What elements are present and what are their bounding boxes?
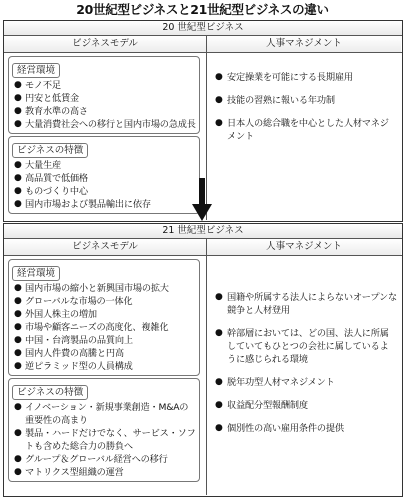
bullet-dot: ● (14, 93, 22, 103)
list-item: ● 安定操業を可能にする長期雇用 (215, 72, 353, 83)
column-headers-20 (4, 36, 402, 53)
list-item: ● 日本人の総合職を中心とした人材マネジメント (215, 118, 389, 142)
features-group-21 (8, 378, 200, 482)
bullet-dot: ● (14, 335, 22, 345)
bullet-dot: ● (215, 328, 223, 338)
bullet-dot: ● (14, 106, 22, 116)
column-header-hr-management: 人事マネジメント (206, 239, 401, 255)
column-header-business-model: ビジネスモデル (4, 36, 206, 52)
list-item: ● 大量生産 (14, 160, 61, 171)
bullet-dot: ● (14, 402, 22, 412)
bullet-dot: ● (14, 454, 22, 464)
environment-group-21 (8, 259, 200, 376)
list-item: ● 市場や顧客ニーズの高度化、複雑化 (14, 322, 169, 333)
bullet-dot: ● (215, 118, 223, 128)
business-model-cell-21 (4, 256, 206, 495)
group-title-environment: 経営環境 (12, 266, 60, 281)
list-item: ● ものづくり中心 (14, 186, 88, 197)
era-header-21: 21 世紀型ビジネス (4, 224, 402, 239)
bullet-dot: ● (14, 348, 22, 358)
list-item: ● 国内市場の縮小と新興国市場の拡大 (14, 283, 169, 294)
arrow-down-icon (190, 178, 214, 222)
bullet-dot: ● (14, 160, 22, 170)
bullet-dot: ● (14, 283, 22, 293)
environment-group-20 (8, 56, 200, 134)
list-item: ● 逆ピラミッド型の人員構成 (14, 361, 133, 372)
hr-management-cell-21 (206, 256, 401, 495)
bullet-dot: ● (14, 428, 22, 438)
page-title: 20世紀型ビジネスと21世紀型ビジネスの違い (76, 2, 329, 17)
list-item: ● イノベーション・新規事業創造・M&Aの重要性の高まり (14, 402, 189, 426)
bullet-dot: ● (215, 377, 223, 387)
bullet-dot: ● (14, 361, 22, 371)
bullet-dot: ● (14, 199, 22, 209)
list-item: ● モノ不足 (14, 80, 61, 91)
list-item: ● 製品・ハードだけでなく、サービス・ソフトも含めた総合力の勝負へ (14, 428, 196, 452)
bullet-dot: ● (14, 119, 22, 129)
features-group-20 (8, 136, 200, 214)
list-item: ● 中国・台湾製品の品質向上 (14, 335, 133, 346)
table-21st-century (3, 223, 403, 497)
column-header-hr-management: 人事マネジメント (206, 36, 401, 52)
era-header-20: 20 世紀型ビジネス (4, 21, 402, 36)
list-item: ● グローバルな市場の一体化 (14, 296, 133, 307)
list-item: ● マトリクス型組織の運営 (14, 467, 124, 478)
group-title-environment: 経営環境 (12, 63, 60, 78)
list-item: ● 国内人件費の高騰と円高 (14, 348, 124, 359)
business-model-cell-20 (4, 53, 206, 220)
list-item: ● 幹部層においては、どの国、法人に所属していてもひとつの会社に属しているように感じられる環境 (215, 328, 389, 365)
hr-management-cell-20 (206, 53, 401, 220)
list-item: ● 収益配分型報酬制度 (215, 400, 308, 411)
list-item: ● 大量消費社会への移行と国内市場の急成長 (14, 119, 196, 130)
bullet-dot: ● (14, 80, 22, 90)
bullet-dot: ● (215, 423, 223, 433)
bullet-dot: ● (14, 322, 22, 332)
column-headers-21 (4, 239, 402, 256)
bullet-dot: ● (14, 296, 22, 306)
list-item: ● 国内市場および製品輸出に依存 (14, 199, 151, 210)
group-title-features: ビジネスの特徴 (12, 385, 88, 400)
bullet-dot: ● (215, 72, 223, 82)
list-item: ● グループ＆グローバル経営への移行 (14, 454, 168, 465)
list-item: ● 個別性の高い雇用条件の提供 (215, 423, 344, 434)
list-item: ● 脱年功型人材マネジメント (215, 377, 335, 388)
list-item: ● 高品質で低価格 (14, 173, 88, 184)
bullet-dot: ● (215, 400, 223, 410)
bullet-dot: ● (215, 95, 223, 105)
bullet-dot: ● (14, 467, 22, 477)
bullet-dot: ● (14, 186, 22, 196)
list-item: ● 教育水準の高さ (14, 106, 88, 117)
group-title-features: ビジネスの特徴 (12, 143, 88, 158)
bullet-dot: ● (215, 292, 223, 302)
list-item: ● 国籍や所属する法人によらないオープンな競争と人材登用 (215, 292, 397, 316)
bullet-dot: ● (14, 173, 22, 183)
column-header-business-model: ビジネスモデル (4, 239, 206, 255)
list-item: ● 技能の習熟に報いる年功制 (215, 95, 335, 106)
list-item: ● 円安と低賃金 (14, 93, 79, 104)
bullet-dot: ● (14, 309, 22, 319)
list-item: ● 外国人株主の増加 (14, 309, 97, 320)
